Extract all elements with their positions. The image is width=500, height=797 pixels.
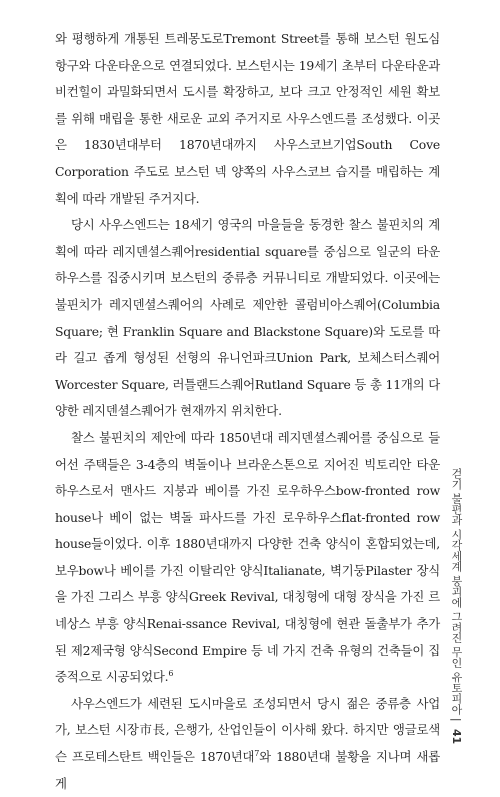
running-head-separator: |: [450, 717, 463, 722]
body-text: [55, 26, 440, 797]
footnote-mark-7[interactable]: 7: [254, 748, 260, 758]
paragraph-4-text-a: 사우스엔드가 세련된 도시마을로 조성되면서 당시 젊은 중류층 사업가, 보스턴 시장市長, 은행가, 산업인들이 이사해 왔다. 하지만 앵글로색슨 프로테스탄트 백인들은 1870년대: [55, 695, 440, 765]
running-head-title: 걷기 불편과 시각세계 붕괴에 그려진 무인 유토피아: [450, 468, 463, 715]
footnote-mark-6[interactable]: 6: [168, 669, 174, 679]
paragraph-4-text-b: 와 1880년대 불황을 지나며 새롭게: [55, 749, 441, 791]
paragraph-1: 와 평행하게 개통된 트레몽도로Tremont Street를 통해 보스턴 원도심 항구와 다운타운으로 연결되었다. 보스턴시는 19세기 초부터 다운타운과 비컨힐이 과밀화되면서 도시를 확장하고, 보다 크고 안정적인 세원 확보를 위해 매립을 통한 새로운 교외 주거지로 사우스엔드를 조성했다. 이곳은 1830년대부터 1870년대까지 사우스코브기업South Cove Corporation 주도로 보스턴 넥 양쪽의 사우스코브 습지를 매립하는 계획에 따라 개발된 주거지다.: [55, 31, 440, 206]
paragraph-4: [55, 691, 440, 797]
running-head: [444, 468, 464, 744]
page-number: 41: [450, 728, 463, 744]
paragraph-3: [55, 425, 440, 691]
paragraph-2: 당시 사우스엔드는 18세기 영국의 마을들을 동경한 찰스 불핀치의 계획에 따라 레지덴셜스퀘어residential square를 중심으로 일군의 타운하우스를 집중시키며 보스턴의 중류층 커뮤니티로 개발되었다. 이곳에는 불핀치가 레지덴셜스퀘어의 사례로 제안한 콜럼비아스퀘어(Columbia Square; 현 Franklin Square and Blackstone Square)와 도로를 따라 길고 좁게 형성된 선형의 유니언파크Union Park, 보체스터스퀘어Worcester Square, 러틀랜드스퀘어Rutland Square 등 총 11개의 다양한 레지덴셜스퀘어가 현재까지 위치한다.: [55, 217, 440, 419]
paragraph-3-text: 찰스 불핀치의 제안에 따라 1850년대 레지덴셜스퀘어를 중심으로 들어선 주택들은 3-4층의 벽돌이나 브라운스톤으로 지어진 빅토리안 타운하우스로서 맨사드 지붕과 베이를 가진 로우하우스bow-fronted row house나 베이 없는 벽돌 파사드를 가진 로우하우스flat-fronted row house들이었다. 이후 1880년대까지 다양한 건축 양식이 혼합되었는데, 보우bow나 베이를 가진 이탈리안 양식Italianate, 벽기둥Pilaster 장식을 가진 그리스 부흥 양식Greek Revival, 대칭형에 대형 장식을 가진 르네상스 부흥 양식Renai-ssance Revival, 대칭형에 현관 돌출부가 추가된 제2제국형 양식Second Empire 등 네 가지 건축 유형의 건축들이 집중적으로 시공되었다.: [55, 429, 440, 685]
